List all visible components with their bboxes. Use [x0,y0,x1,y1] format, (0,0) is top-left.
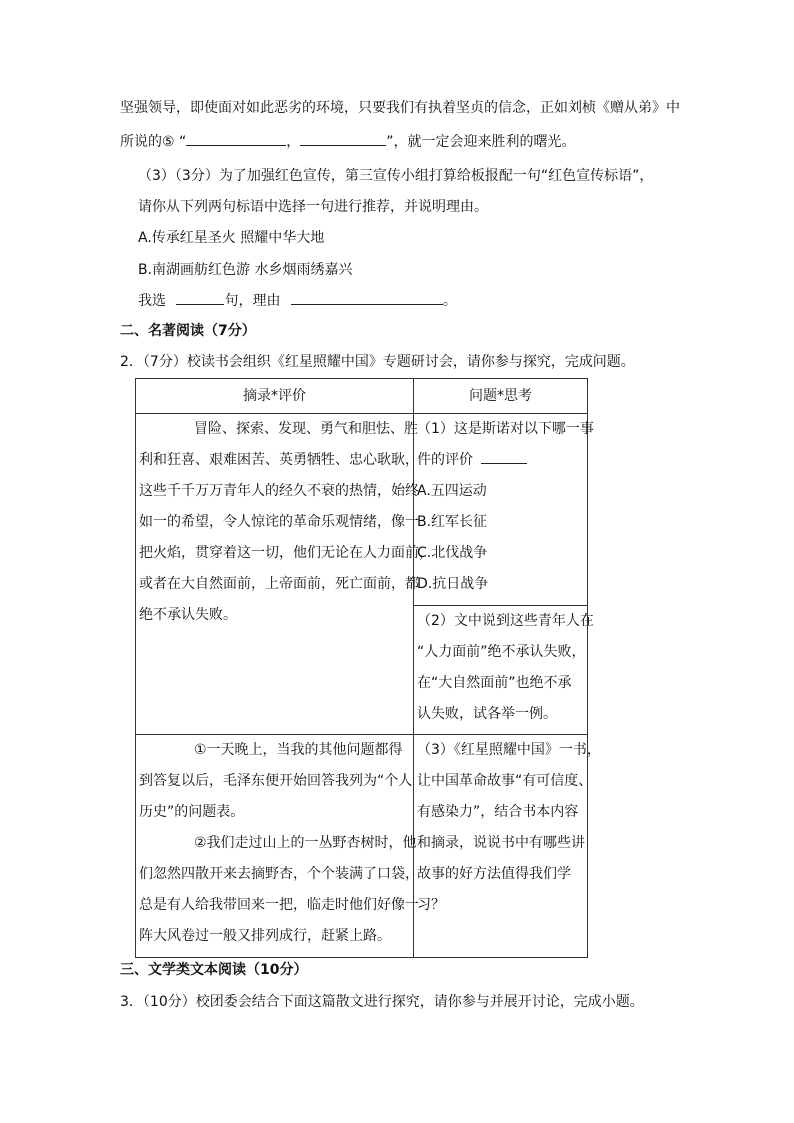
question-line: （2）文中说到这些青年人在 [417,612,594,629]
excerpt-line: 或者在大自然面前，上帝面前，死亡面前，都 [139,576,419,592]
question-text: 件的评价 [417,452,473,468]
period: 。 [442,293,457,309]
choose-line [138,290,457,311]
question-1-cell [414,414,594,606]
excerpt-1-cell [136,414,433,735]
excerpt-line: 利和狂喜、艰难困苦、英勇牺牲、忠心耿耿， [139,452,419,468]
excerpt-line: 绝不承认失败。 [139,607,237,623]
answer-blank[interactable] [481,449,527,464]
question-3-cell [414,735,601,958]
col-header-excerpt: 摘录*评价 [136,379,414,414]
choose-label: 我选 [138,293,166,309]
option-line: A.五四运动 [417,483,487,499]
line-suffix: ”，就一定会迎来胜利的曙光。 [386,134,576,150]
question-line: 在“大自然面前”也绝不承 [417,674,572,691]
excerpt-line: ②我们走过山上的一丛野杏树时，他 [194,835,417,851]
excerpt-line: ①一天晚上，当我的其他问题都得 [194,742,403,758]
question-line: （1）这是斯诺对以下哪一事 [417,421,594,437]
question-line: （3）《红星照耀中国》一书， [417,742,601,758]
question-2-text: 2．（7分）校读书会组织《红星照耀中国》专题研讨会，请你参与探究，完成问题。 [120,354,635,370]
answer-blank-2[interactable] [300,131,386,146]
excerpt-line: 阵大风卷过一般又排列成行，赶紧上路。 [139,928,391,944]
question-3-text-2: 请你从下列两句标语中选择一句进行推荐，并说明理由。 [138,199,488,215]
option-a: A.传承红星圣火 照耀中华大地 [138,230,325,246]
option-line: C.北伐战争 [417,545,488,561]
question-line [414,445,587,476]
excerpt-line: 到答复以后，毛泽东便开始回答我列为“个人 [139,773,413,789]
answer-blank-1[interactable] [186,131,286,146]
question-line: 和摘录，说说书中有哪些讲 [417,835,585,851]
paragraph-line: 坚强领导，即使面对如此恶劣的环境，只要我们有执着坚贞的信念，正如刘桢《赠从弟》中 [120,100,680,116]
question-line: 让中国革命故事“有可信度、 [417,773,593,789]
poem-fill-line [120,131,576,152]
question-2-cell [414,605,594,734]
comma: ， [286,134,301,150]
col-header-question: 问题*思考 [414,379,588,414]
excerpt-2-cell [136,735,419,958]
excerpt-line: 这些千千万万青年人的经久不衰的热情，始终 [139,483,419,499]
question-3-intro: 3．（10分）校团委会结合下面这篇散文进行探究，请你参与并展开讨论，完成小题。 [120,994,644,1010]
question-line: 故事的好方法值得我们学 [417,866,571,882]
option-line: B.红军长征 [417,514,488,530]
reason-blank[interactable] [291,290,443,305]
section-3-heading: 三、文学类文本阅读（10分） [120,962,308,978]
choice-blank[interactable] [176,290,224,305]
excerpt-line: 们忽然四散开来去摘野杏，个个装满了口袋， [139,866,419,882]
question-3-text: （3）（3分）为了加强红色宣传，第三宣传小组打算给板报配一句“红色宣传标语”， [138,168,654,184]
excerpt-line: 总是有人给我带回来一把，临走时他们好像一 [139,897,419,913]
reading-table [135,378,601,958]
question-line: 认失败，试各举一例。 [417,705,557,722]
question-line: 习？ [417,897,445,913]
excerpt-line: 冒险、探索、发现、勇气和胆怯、胜 [194,421,418,437]
excerpt-line: 历史”的问题表。 [139,804,245,820]
question-line: 有感染力”，结合书本内容 [417,804,579,820]
option-line: D.抗日战争 [417,576,489,592]
question-line: “人力面前”绝不承认失败， [417,643,586,660]
reason-label: 句，理由 [224,293,281,309]
section-2-heading: 二、名著阅读（7分） [120,323,256,339]
line-prefix: 所说的⑤ “ [120,134,187,150]
excerpt-line: 如一的希望，令人惊诧的革命乐观情绪，像一 [139,514,419,530]
excerpt-line: 把火焰，贯穿着这一切，他们无论在人力面前， [139,545,433,561]
option-b: B.南湖画舫红色游 水乡烟雨绣嘉兴 [138,262,353,278]
